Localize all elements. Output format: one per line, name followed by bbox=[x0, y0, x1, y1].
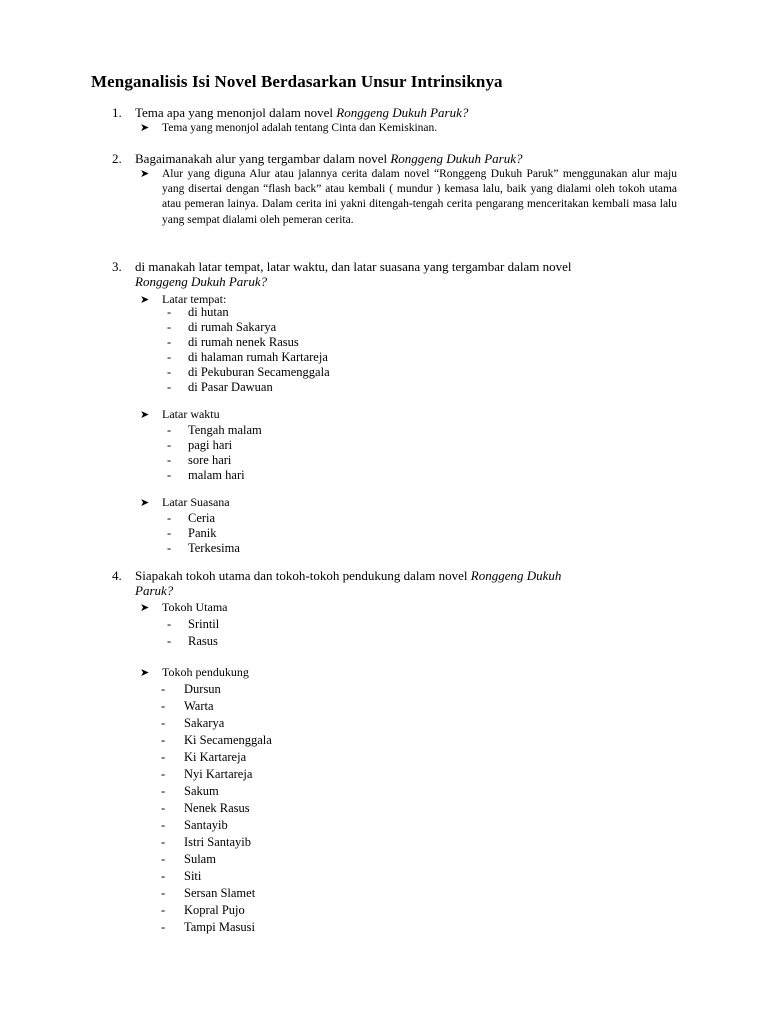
list-dash: - bbox=[167, 541, 172, 555]
list-dash: - bbox=[167, 634, 172, 648]
q1-bullet-icon: ➤ bbox=[140, 122, 150, 134]
q2-number: 2. bbox=[112, 151, 122, 166]
latar-tempat-bullet-icon: ➤ bbox=[140, 294, 150, 306]
list-item: Terkesima bbox=[188, 541, 240, 555]
q1-question-text: Tema apa yang menonjol dalam novel bbox=[135, 105, 337, 120]
list-item: Nenek Rasus bbox=[184, 801, 250, 815]
q2-answer: Alur yang diguna Alur atau jalannya cerita dalam novel “Ronggeng Dukuh Paruk” menggunakan alur maju yang disertai dengan “flash back” atau kembali ( mundur ) kemasa lalu, baik yang dialami oleh tokoh utama atau pemeran lainya. Dalam cerita ini yakni ditengah-tengah cerita pengarang menceritakan kembali masa lalu yang sempat dialami oleh pemeran cerita. bbox=[162, 168, 677, 226]
list-dash: - bbox=[161, 920, 166, 934]
list-item: Ki Kartareja bbox=[184, 750, 247, 764]
list-item: Siti bbox=[184, 869, 202, 883]
list-item: di Pekuburan Secamenggala bbox=[188, 365, 330, 379]
q2-novel-title: Ronggeng Dukuh Paruk? bbox=[390, 151, 523, 166]
list-dash: - bbox=[161, 801, 166, 815]
tokoh-pendukung-label: Tokoh pendukung bbox=[162, 665, 249, 679]
list-item: Sakarya bbox=[184, 716, 225, 730]
q3-novel-title: Ronggeng Dukuh Paruk? bbox=[135, 274, 268, 289]
list-item: Tampi Masusi bbox=[184, 920, 255, 934]
list-item: Sulam bbox=[184, 852, 216, 866]
list-item: Istri Santayib bbox=[184, 835, 252, 849]
list-dash: - bbox=[167, 320, 172, 334]
list-dash: - bbox=[161, 750, 166, 764]
list-item: Nyi Kartareja bbox=[184, 767, 253, 781]
q3-number: 3. bbox=[112, 259, 122, 274]
q4-question bbox=[135, 568, 677, 598]
list-dash: - bbox=[161, 699, 166, 713]
list-dash: - bbox=[167, 438, 172, 452]
q1-answer: Tema yang menonjol adalah tentang Cinta dan Kemiskinan. bbox=[162, 122, 438, 134]
list-dash: - bbox=[167, 305, 172, 319]
list-dash: - bbox=[167, 423, 172, 437]
list-dash: - bbox=[161, 869, 166, 883]
list-item: di rumah nenek Rasus bbox=[188, 335, 299, 349]
list-item: Dursun bbox=[184, 682, 221, 696]
list-dash: - bbox=[167, 380, 172, 394]
list-dash: - bbox=[167, 335, 172, 349]
latar-suasana-label: Latar Suasana bbox=[162, 495, 230, 509]
q2-question-text: Bagaimanakah alur yang tergambar dalam novel bbox=[135, 151, 391, 166]
list-dash: - bbox=[167, 365, 172, 379]
q1-novel-title: Ronggeng Dukuh Paruk? bbox=[336, 105, 469, 120]
q1-number: 1. bbox=[112, 105, 122, 120]
list-dash: - bbox=[161, 682, 166, 696]
list-item: Tengah malam bbox=[188, 423, 262, 437]
document-title: Menganalisis Isi Novel Berdasarkan Unsur Intrinsiknya bbox=[91, 72, 503, 91]
list-item: malam hari bbox=[188, 468, 245, 482]
list-dash: - bbox=[167, 526, 172, 540]
list-item: Srintil bbox=[188, 617, 220, 631]
q2-question bbox=[135, 151, 677, 166]
latar-tempat-label: Latar tempat: bbox=[162, 292, 227, 306]
list-item: Warta bbox=[184, 699, 214, 713]
list-dash: - bbox=[161, 835, 166, 849]
list-dash: - bbox=[167, 350, 172, 364]
list-item: Rasus bbox=[188, 634, 218, 648]
list-dash: - bbox=[161, 784, 166, 798]
q2-bullet-icon: ➤ bbox=[140, 168, 150, 180]
list-item: Kopral Pujo bbox=[184, 903, 245, 917]
latar-waktu-bullet-icon: ➤ bbox=[140, 409, 150, 421]
q3-question-text: di manakah latar tempat, latar waktu, dan latar suasana yang tergambar dalam novel bbox=[135, 259, 572, 274]
list-item: di hutan bbox=[188, 305, 229, 319]
q4-novel-title-part1: Ronggeng Dukuh bbox=[470, 568, 562, 583]
tokoh-utama-label: Tokoh Utama bbox=[162, 600, 228, 614]
q4-question-text: Siapakah tokoh utama dan tokoh-tokoh pendukung dalam novel bbox=[135, 568, 471, 583]
list-dash: - bbox=[161, 903, 166, 917]
list-item: Santayib bbox=[184, 818, 228, 832]
list-item: Sersan Slamet bbox=[184, 886, 256, 900]
list-dash: - bbox=[161, 818, 166, 832]
list-dash: - bbox=[161, 852, 166, 866]
tokoh-pendukung-bullet-icon: ➤ bbox=[140, 667, 150, 679]
list-dash: - bbox=[167, 468, 172, 482]
list-item: Ki Secamenggala bbox=[184, 733, 272, 747]
list-dash: - bbox=[167, 617, 172, 631]
list-dash: - bbox=[161, 886, 166, 900]
list-dash: - bbox=[161, 716, 166, 730]
latar-suasana-bullet-icon: ➤ bbox=[140, 497, 150, 509]
list-item: Panik bbox=[188, 526, 217, 540]
tokoh-utama-bullet-icon: ➤ bbox=[140, 602, 150, 614]
latar-waktu-label: Latar waktu bbox=[162, 407, 220, 421]
q1-question bbox=[135, 105, 677, 120]
list-item: di rumah Sakarya bbox=[188, 320, 277, 334]
q3-question bbox=[135, 259, 677, 289]
list-item: di halaman rumah Kartareja bbox=[188, 350, 328, 364]
q4-novel-title-part2: Paruk? bbox=[135, 583, 174, 598]
q4-number: 4. bbox=[112, 568, 122, 583]
list-item: sore hari bbox=[188, 453, 232, 467]
list-item: di Pasar Dawuan bbox=[188, 380, 273, 394]
list-item: pagi hari bbox=[188, 438, 233, 452]
list-dash: - bbox=[161, 733, 166, 747]
list-dash: - bbox=[161, 767, 166, 781]
list-dash: - bbox=[167, 453, 172, 467]
list-dash: - bbox=[167, 511, 172, 525]
list-item: Sakum bbox=[184, 784, 219, 798]
list-item: Ceria bbox=[188, 511, 216, 525]
